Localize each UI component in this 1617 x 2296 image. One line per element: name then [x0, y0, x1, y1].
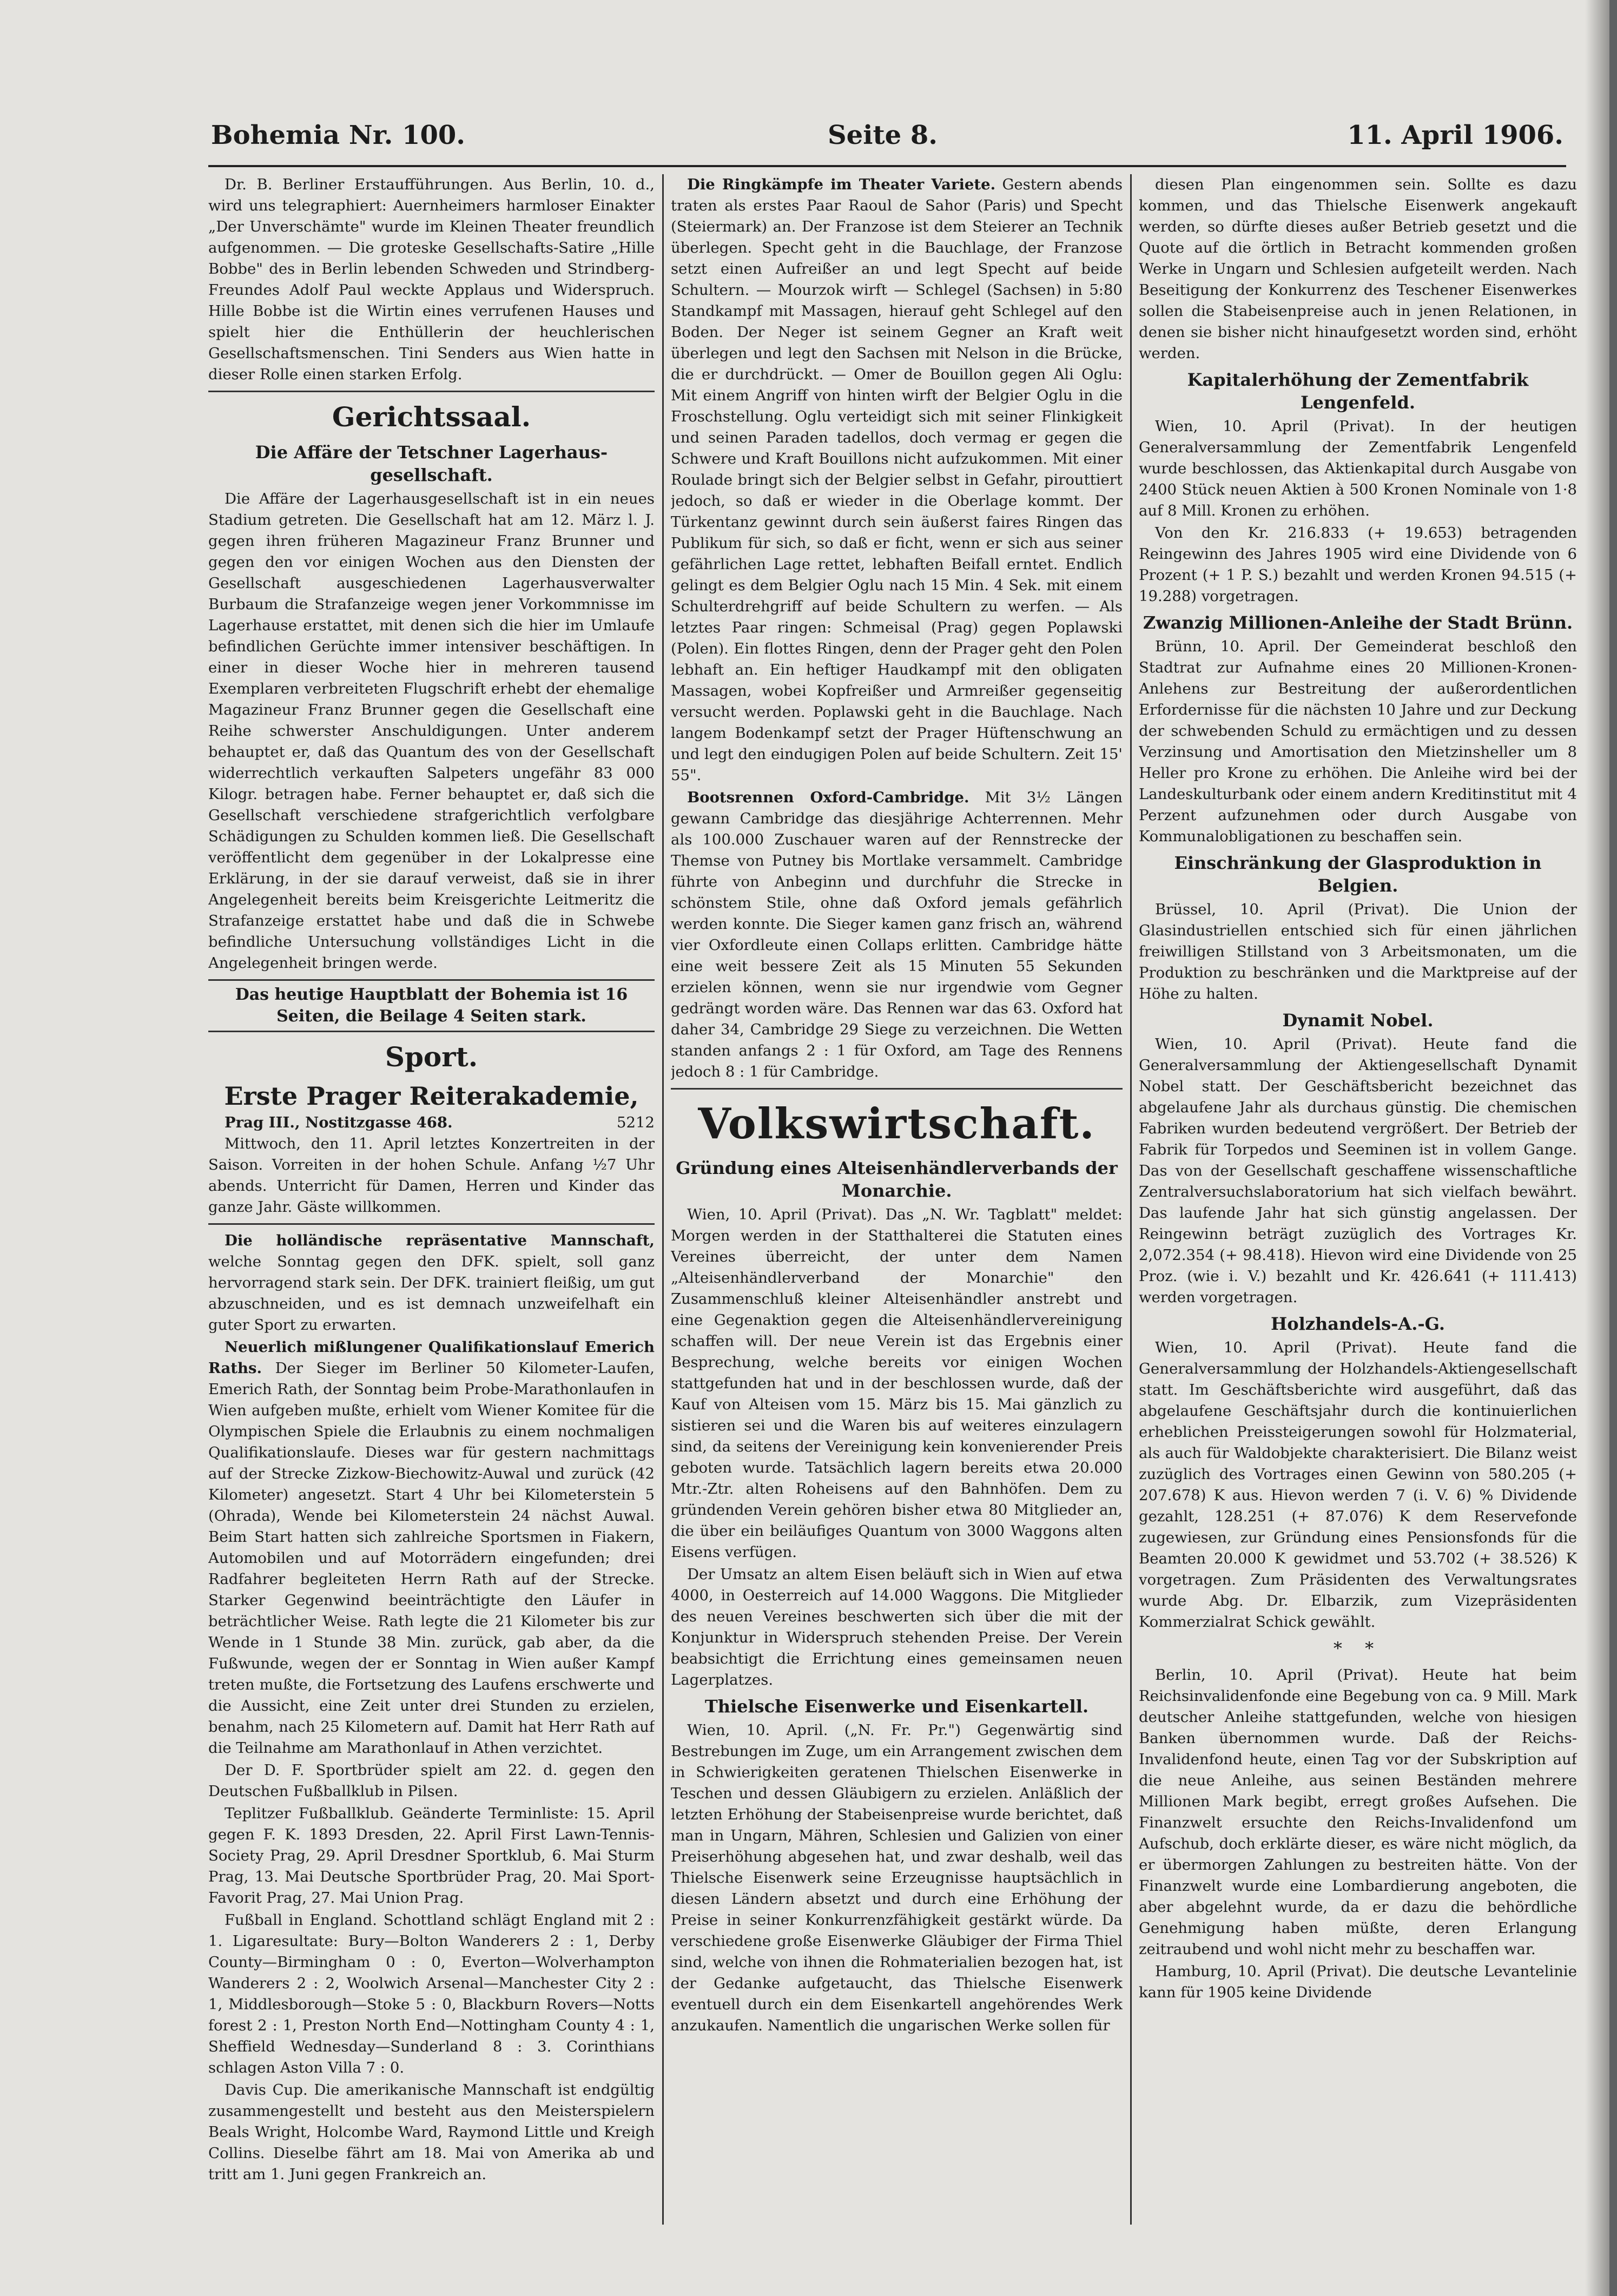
header-publication: Bohemia Nr. 100. — [211, 120, 465, 150]
column-rule-1 — [662, 174, 664, 2225]
article-title-holz: Holzhandels-A.-G. — [1271, 1314, 1445, 1334]
column-rule-2 — [1130, 174, 1132, 2225]
article-berlin-anleihe: Berlin, 10. April (Privat). Heute hat beim Reichsinvalidenfonde eine Begebung von ca. 9 Mill. Mark deutscher Anleihe stattgefunden, welche von hiesigen Banken übernommen wurde. Daß der Reichs-Invalidenfond heute, einen Tag vor der Subskription auf die neue Anleihe, aus seinen Beständen mehrere Millionen Mark begibt, erregt großes Aufsehen. Die Finanzwelt ersuchte den Reichs-Invalidenfond um Aufschub, doch erklärte dieser, es wäre nicht möglich, da er übermorgen Zahlungen zu bestreiten hätte. Von der Finanzwelt wurde eine Lombardierung angeboten, die aber abgelehnt wurde, da er dazu die behördliche Genehmigung haben müßte, deren Erlangung zeitraubend und wohl nicht mehr zu beschaffen war. — [1139, 1666, 1577, 1958]
article-alteisen-2: Der Umsatz an altem Eisen beläuft sich in Wien auf etwa 4000, in Oesterreich auf 14.000 Waggons. Die Mitglieder des neuen Vereines beschwerten sich über die mit der Konjunktur in Widerspruch stehenden Preise. Der Verein beabsichtigt die Errichtung eines gemeinsamen neuen Lagerplatzes. — [671, 1566, 1123, 1688]
column-1 — [208, 174, 655, 2246]
column-2 — [671, 174, 1123, 2246]
page-fold-shadow — [1585, 0, 1609, 2296]
article-hamburg: Hamburg, 10. April (Privat). Die deutsche Levantelinie kann für 1905 keine Dividende — [1139, 1963, 1577, 2001]
header-rule — [208, 165, 1566, 167]
article-kapital: Wien, 10. April (Privat). In der heutigen Generalversammlung der Zementfabrik Lengenfeld wurde beschlossen, das Aktienkapital durch Ausgabe von 2400 Stück neuen Aktien à 500 Kronen Nominale von 1·8 auf 8 Mill. Kronen zu erhöhen. — [1139, 418, 1577, 519]
column-3 — [1139, 174, 1577, 2246]
article-title-brunn: Zwanzig Millionen-Anleihe der Stadt Brünn. — [1143, 612, 1573, 633]
article-holland-head: Die holländische repräsentative Mannschaft, — [225, 1232, 655, 1249]
advert-address-text: Prag III., Nostitzgasse 468. — [225, 1114, 453, 1131]
article-bootsrennen-head: Bootsrennen Oxford-Cambridge. — [687, 789, 969, 806]
article-title-affaere: Die Affäre der Tetschner Lagerhaus-gesellschaft. — [255, 442, 608, 485]
notice-hauptblatt: Das heutige Hauptblatt der Bohemia ist 16 Seiten, die Beilage 4 Seiten stark. — [208, 979, 655, 1032]
article-ringkaempfe-text: Gestern abends traten als erstes Paar Raoul de Sahor (Paris) und Specht (Steiermark) an. Der Franzose ist dem Steierer an Technik überlegen. Specht geht in die Bauchlage, der Franzose setzt einen Aufreißer an und legt Specht auf beide Schultern. — Mourzok wirft — Schlegel (Sachsen) in 5:80 Standkampf mit Massagen, hierauf geht Schlegel auf den Boden. Der Neger ist seinem Gegner an Kraft weit überlegen und legt den Sachsen mit Nelson in die Brücke, die er durchdrückt. — Omer de Bouillon gegen Ali Oglu: Mit einem Angriff von hinten wirft der Belgier Oglu in die Froschstellung. Oglu verteidigt sich mit seiner Flinkigkeit und seinen Paraden tadellos, doch vermag er gegen die Schwere und Kraft Bouillons nicht aufzukommen. Mit einer Roulade bringt sich der Belgier selbst in Gefahr, pirouttiert jedoch, so daß er wieder in die Oberlage kommt. Der Türkentanz gewinnt durch sein äußerst faires Ringen das Publikum für sich, so daß er ficht, wenn er sich aus seiner gefährlichen Lage rettet, lebhaften Beifall erntet. Endlich gelingt es dem Belgier Oglu nach 15 Min. 4 Sek. mit einem Schulterdrehgriff auf beide Schultern zu werfen. — Als letztes Paar ringen: Schmeisal (Prag) gegen Poplawski (Polen). Ein flottes Ringen, denn der Prager geht den Polen lebhaft an. Ein heftiger Haudkampf mit den obligaten Massagen, wobei Kopfreißer und Armreißer gegenseitig versucht werden. Poplawski geht in die Bauchlage. Nach langem Bodenkampf setzt der Prager Hüftenschwung an und legt den eindugigen Polen auf beide Schultern. Zeit 15' 55". — [671, 176, 1123, 784]
article-title-glas: Einschränkung der Glasproduktion in Belgien. — [1174, 853, 1542, 896]
article-alteisen: Wien, 10. April (Privat). Das „N. Wr. Tagblatt" meldet: Morgen werden in der Statthalterei die Statuten eines Vereines überreicht, der unter dem Namen „Alteisenhändlerverband der Monarchie" den Zusammenschluß kleiner Alteisenhändler anstrebt und eine Gegenaktion gegen die Alteisenhändlervereinigung schaffen will. Der neue Verein ist das Ergebnis einer Besprechung, welche bereits vor einigen Wochen stattgefunden hat und in der beschlossen wurde, daß der Kauf von Alteisen vom 15. März bis 15. Mai gänzlich zu sistieren sei und die Waren bis auf weiteres einzulagern sind, da seitens der Vereinigung kein konvenierender Preis geboten wurde. Tatsächlich lagern bereits etwa 20.000 Mtr.-Ztr. alten Roheisens auf den Bahnhöfen. Dem zu gründenden Verein gehören bisher etwa 80 Mitglieder an, die über ein beiläufiges Quantum von 3000 Waggons alten Eisens verfügen. — [671, 1206, 1123, 1561]
article-df-sportbrueder: Der D. F. Sportbrüder spielt am 22. d. gegen den Deutschen Fußballklub in Pilsen. — [208, 1761, 655, 1800]
article-affaere: Die Affäre der Lagerhausgesellschaft ist in ein neues Stadium getreten. Die Gesellschaft hat am 12. März l. J. gegen ihren früheren Magazineur Franz Brunner und gegen den vor einigen Wochen aus den Diensten der Gesellschaft ausgeschiedenen Lagerhausverwalter Burbaum die Strafanzeige wegen jener Vorkommnisse im Lagerhause erstattet, mit denen sich die hier im Umlaufe befindlichen Gerüchte immer intensiver beschäftigen. In einer in dieser Woche hier in mehreren tausend Exemplaren verbreiteten Flugschrift erhebt der ehemalige Magazineur Franz Brunner gegen die Gesellschaft eine Reihe schwerster Anschuldigungen. Unter anderem behauptet er, daß das Quantum des von der Gesellschaft widerrechtlich verkauften Salpeters ungefähr 83 000 Kilogr. betragen habe. Ferner behauptet er, daß sich die Gesellschaft verschiedene strafgerichtlich verfolgbare Schädigungen zu Schulden kommen ließ. Die Gesellschaft veröffentlicht dem gegenüber in der Lokalpresse eine Erklärung, in der sie darauf verweist, daß sie in ihrer Angelegenheit bereits beim Kreisgerichte Leitmeritz die Strafanzeige erstattet habe und daß die in Schwebe befindliche Untersuchung vollständiges Licht in die Angelegenheit bringen werde. — [208, 490, 655, 972]
article-davis-cup: Davis Cup. Die amerikanische Mannschaft ist endgültig zusammengestellt und besteht aus den Meisterspielern Beals Wright, Holcombe Ward, Raymond Little und Kreigh Collins. Dieselbe fährt am 18. Mai von Amerika ab und tritt am 1. Juni gegen Frankreich an. — [208, 2081, 655, 2183]
article-bootsrennen-text: Mit 3½ Längen gewann Cambridge das diesjährige Achterrennen. Mehr als 100.000 Zuschauer waren auf der Rennstrecke der Themse von Putney bis Mortlake versammelt. Cambridge führte von Anbeginn und durchfuhr die Strecke in schönstem Stile, ohne daß Oxford jemals gefährlich werden konnte. Die Sieger kamen ganz frisch an, während vier Oxfordleute einen Collaps erlitten. Cambridge hätte eine weit bessere Zeit als 15 Minuten 55 Sekunden erzielen können, wenn sie nur irgendwie vom Gegner gedrängt worden wäre. Das Rennen war das 63. Oxford hat daher 34, Cambridge 29 Siege zu verzeichnen. Die Wetten standen anfangs 2 : 1 für Oxford, am Tage des Rennens jedoch 8 : 1 für Cambridge. — [671, 789, 1123, 1080]
section-rule — [208, 1223, 655, 1225]
article-holland — [208, 1230, 655, 1336]
section-title-gerichtssaal: Gerichtssaal. — [332, 401, 531, 433]
article-brunn: Brünn, 10. April. Der Gemeinderat beschloß den Stadtrat zur Aufnahme eines 20 Millionen-Kronen-Anlehens zur Bestreitung der außerordentlichen Erfordernisse für die nächsten 10 Jahre und zur Deckung der schwebenden Schuld zu ermächtigen und zu dessen Verzinsung und Amortisation den Mietzinsheller um 8 Heller pro Krone zu erhöhen. Die Anleihe wird bei der Landeskulturbank oder einem andern Kreditinstitut mit 4 Perzent aufzunehmen oder durch Ausgabe von Kommunalobligationen zu beschaffen sein. — [1139, 638, 1577, 845]
article-teplitz: Teplitzer Fußballklub. Geänderte Terminliste: 15. April gegen F. K. 1893 Dresden, 22. April First Lawn-Tennis-Society Prag, 29. April Dresdner Sportklub, 6. Mai Sturm Prag, 13. Mai Deutsche Sportbrüder Prag, 20. Mai Sport-Favorit Prag, 27. Mai Union Prag. — [208, 1805, 655, 1906]
article-title-kapital: Kapitalerhöhung der Zementfabrik Lengenfeld. — [1187, 370, 1529, 413]
article-ringkaempfe-head: Die Ringkämpfe im Theater Variete. — [687, 176, 996, 193]
article-holz: Wien, 10. April (Privat). Heute fand die Generalversammlung der Holzhandels-Aktiengesellschaft statt. Im Geschäftsberichte wird ausgeführt, daß das abgelaufene Geschäftsjahr durch die kontinuierlichen erheblichen Preissteigerungen sowohl für Holzmaterial, als auch für Waldobjekte charakterisiert. Die Bilanz weist zuzüglich des Vortrages einen Gewinn von 580.205 (+ 207.678) K aus. Hievon werden 7 (i. V. 6) % Dividende gezahlt, 128.251 (+ 87.076) K dem Reservefonde zugewiesen, zur Gründung eines Pensionsfonds für die Beamten 20.000 K gewidmet und 53.702 (+ 38.526) K vorgetragen. Zum Präsidenten des Verwaltungsrates wurde Abg. Dr. Elbarzik, zum Vizepräsidenten Kommerzialrat Schick gewählt. — [1139, 1339, 1577, 1631]
article-thiel-continued: diesen Plan eingenommen sein. Sollte es dazu kommen, und das Thielsche Eisenwerk angekauft werden, so dürfte dieses außer Betrieb gesetzt und die Quote auf die örtlich in Betracht kommenden großen Werke in Ungarn und Schlesien aufgeteilt werden. Nach Beseitigung der Konkurrenz des Teschener Eisenwerkes sollen die Stabeisenpreise auch in jenen Relationen, in denen sie bisher nicht hinaufgesetzt worden sind, erhöht werden. — [1139, 176, 1577, 362]
section-rule — [208, 391, 655, 392]
page-header — [211, 120, 1563, 158]
section-title-volkswirtschaft: Volkswirtschaft. — [698, 1099, 1095, 1149]
section-separator-stars: * * — [1333, 1638, 1383, 1659]
article-title-dynamit: Dynamit Nobel. — [1282, 1010, 1434, 1031]
article-rath — [208, 1337, 655, 1759]
article-berlin-premieres: Dr. B. Berliner Erstaufführungen. Aus Berlin, 10. d., wird uns telegraphiert: Auernheimers harmloser Einakter „Der Unverschämte" wurde im Kleinen Theater freundlich aufgenommen. — Die groteske Gesellschafts-Satire „Hille Bobbe" des in Berlin lebenden Schweden und Strindberg-Freundes Adolf Paul weckte Applaus und Widerspruch. Hille Bobbe ist die Wirtin eines verrufenen Hauses und spielt hier die Enthüllerin der heuchlerischen Gesellschaftsmenschen. Tini Senders aus Wien hatte in dieser Rolle einen starken Erfolg. — [208, 176, 655, 383]
article-title-thiel: Thielsche Eisenwerke und Eisenkartell. — [704, 1696, 1089, 1717]
advert-title-reiterakademie: Erste Prager Reiterakademie, — [224, 1081, 639, 1111]
article-ringkaempfe — [671, 174, 1123, 786]
article-rath-text: Der Sieger im Berliner 50 Kilometer-Laufen, Emerich Rath, der Sonntag beim Probe-Marathonlaufen in Wien aufgeben mußte, erhielt vom Wiener Komitee für die Olympischen Spiele die Erlaubnis zu einem nochmaligen Qualifikationslaufe. Dieses war für gestern nachmittags auf der Strecke Zizkow-Biechowitz-Auwal und zurück (42 Kilometer) angesetzt. Start 4 Uhr bei Kilometerstein 5 (Ohrada), Wende bei Kilometerstein 24 nächst Auwal. Beim Start hatten sich zahlreiche Sportsmen in Fiakern, Automobilen und auf Motorrädern eingefunden; drei Radfahrer begleiteten Herrn Rath auf der Strecke. Starker Gegenwind beeinträchtigte den Läufer in beträchtlicher Weise. Rath legte die 21 Kilometer bis zur Wende in 1 Stunde 38 Min. zurück, gab aber, da die Fußwunde, wegen der er Sonntag in Wien außer Kampf treten mußte, die Fortsetzung des Laufens erschwerte und die Aussicht, eine Zeit unter drei Stunden zu erzielen, benahm, nach 25 Kilometern auf. Damit hat Herr Rath auf die Teilnahme am Marathonlauf in Athen verzichtet. — [208, 1360, 655, 1757]
header-page-number: Seite 8. — [828, 120, 938, 150]
advert-reference-number: 5212 — [617, 1114, 655, 1131]
article-kapital-2: Von den Kr. 216.833 (+ 19.653) betragenden Reingewinn des Jahres 1905 wird eine Dividende von 6 Prozent (+ 1 P. S.) bezahlt und werden Kronen 94.515 (+ 19.288) vorgetragen. — [1139, 524, 1577, 605]
article-glas: Brüssel, 10. April (Privat). Die Union der Glasindustriellen entschied sich für einen jährlichen freiwilligen Stillstand von 3 Arbeitsmonaten, um die Produktion zu beschränken und die Marktpreise auf der Höhe zu halten. — [1139, 901, 1577, 1002]
advert-address — [208, 1112, 655, 1133]
article-bootsrennen — [671, 787, 1123, 1083]
article-england: Fußball in England. Schottland schlägt England mit 2 : 1. Ligaresultate: Bury—Bolton Wanderers 2 : 1, Derby County—Birmingham 0 : 0, Everton—Wolverhampton Wanderers 2 : 2, Woolwich Arsenal—Manchester City 2 : 1, Middlesborough—Stoke 5 : 0, Blackburn Rovers—Notts forest 2 : 1, Preston North End—Nottingham County 4 : 1, Sheffield Wednesday—Sunderland 8 : 3. Corinthians schlagen Aston Villa 7 : 0. — [208, 1911, 655, 2076]
section-rule — [671, 1088, 1123, 1090]
header-date: 11. April 1906. — [1347, 120, 1563, 150]
section-title-sport: Sport. — [385, 1041, 478, 1073]
article-holland-text: welche Sonntag gegen den DFK. spielt, soll ganz hervorragend stark sein. Der DFK. trainiert fleißig, um gut abzuschneiden, und es ist demnach unzweifelhaft ein guter Sport zu erwarten. — [208, 1253, 655, 1334]
article-title-alteisen: Gründung eines Alteisenhändlerverbands der Monarchie. — [676, 1158, 1118, 1201]
article-thiel: Wien, 10. April. („N. Fr. Pr.") Gegenwärtig sind Bestrebungen im Zuge, um ein Arrangement zwischen dem in Schwierigkeiten geratenen Thielschen Eisenwerke in Teschen und dessen Gläubigern zu erzielen. Anläßlich der letzten Erhöhung der Stabeisenpreise wurde berichtet, daß man in Ungarn, Mähren, Schlesien und Galizien von einer Preiserhöhung abgesehen hat, und zwar deshalb, weil das Thielsche Eisenwerk seine Erzeugnisse hauptsächlich in diesen Ländern absetzt und durch eine Erhöhung der Preise in seiner Konkurrenzfähigkeit gestärkt würde. Da verschiedene große Eisenwerke Gläubiger der Firma Thiel sind, welche von ihnen die Rohmaterialien bezogen hat, ist der Gedanke aufgetaucht, das Thielsche Eisenwerk eventuell durch ein dem Eisenkartell angehörendes Werk anzukaufen. Namentlich die ungarischen Werke sollen für — [671, 1721, 1123, 2034]
advert-text: Mittwoch, den 11. April letztes Konzertreiten in der Saison. Vorreiten in der hohen Schule. Anfang ½7 Uhr abends. Unterricht für Damen, Herren und Kinder das ganze Jahr. Gäste willkommen. — [208, 1135, 655, 1216]
article-dynamit: Wien, 10. April (Privat). Heute fand die Generalversammlung der Aktiengesellschaft Dynamit Nobel statt. Der Geschäftsbericht bezeichnet das abgelaufene Jahr als durchaus günstig. Die chemischen Fabriken wurden bedeutend vergrößert. Der Betrieb der Fabrik für Torpedos und Seeminen ist in vollem Gange. Das von der Gesellschaft geschaffene wissenschaftliche Zentralversuchslaboratorium hat sich vielfach bewährt. Das laufende Jahr hat sich günstig angelassen. Der Reingewinn beträgt zuzüglich des Vortrages Kr. 2,072.354 (+ 98.418). Hievon wird eine Dividende von 25 Proz. (wie i. V.) bezahlt und Kr. 426.641 (+ 111.413) werden vorgetragen. — [1139, 1035, 1577, 1306]
article-rath-head: Neuerlich mißlungener Qualifikationslauf Emerich Raths. — [208, 1338, 655, 1377]
